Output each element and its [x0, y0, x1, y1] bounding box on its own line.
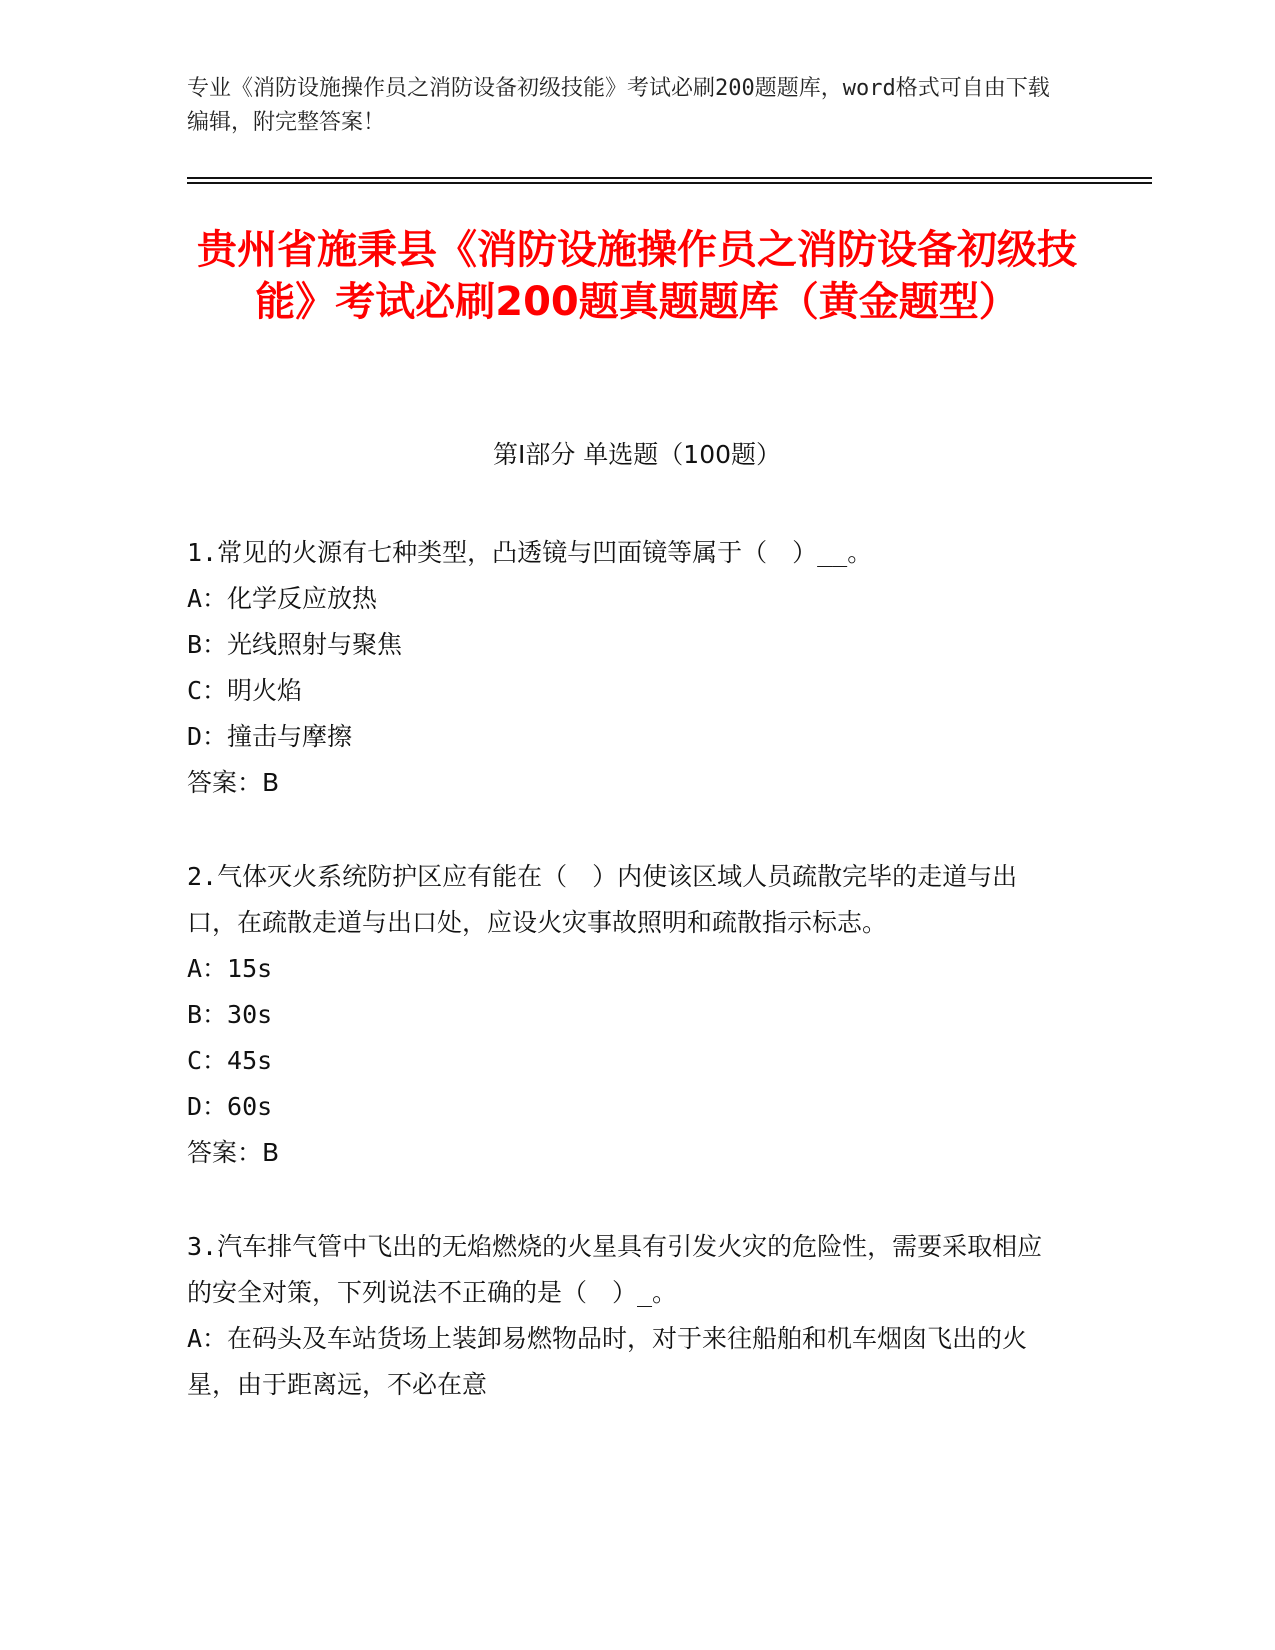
header-divider-bottom: [187, 182, 1152, 184]
question-item: [187, 854, 1067, 1176]
answer-line: 答案：B: [187, 768, 280, 797]
question-item: [187, 530, 1067, 806]
option-d: D：60s: [187, 1092, 273, 1121]
answer-line: 答案：B: [187, 1138, 280, 1167]
option-b: B：30s: [187, 1000, 273, 1029]
header-divider-top: [187, 177, 1152, 179]
option-b: B：光线照射与聚焦: [187, 630, 403, 659]
question-list: [187, 530, 1067, 1456]
question-stem: 2.气体灭火系统防护区应有能在（ ）内使该区域人员疏散完毕的走道与出口，在疏散走道与出口处，应设火灾事故照明和疏散指示标志。: [187, 862, 1018, 937]
question-stem: 1.常见的火源有七种类型，凸透镜与凹面镜等属于（ ）__。: [187, 538, 873, 567]
option-c: C：明火焰: [187, 676, 303, 705]
option-d: D：撞击与摩擦: [187, 722, 353, 751]
document-title: 贵州省施秉县《消防设施操作员之消防设备初级技能》考试必刷200题真题题库（黄金题型）: [197, 227, 1077, 325]
option-a: A：15s: [187, 954, 273, 983]
option-a: A：化学反应放热: [187, 584, 378, 613]
option-a: A：在码头及车站货场上装卸易燃物品时，对于来往船舶和机车烟囱飞出的火星，由于距离远，不必在意: [187, 1324, 1028, 1399]
question-stem: 3.汽车排气管中飞出的无焰燃烧的火星具有引发火灾的危险性，需要采取相应的安全对策，下列说法不正确的是（ ）_。: [187, 1232, 1043, 1307]
section-title: 第I部分 单选题（100题）: [492, 440, 782, 469]
question-item: [187, 1224, 1067, 1408]
header-note: 专业《消防设施操作员之消防设备初级技能》考试必刷200题题库，word格式可自由下载编辑，附完整答案！: [187, 76, 1050, 135]
option-c: C：45s: [187, 1046, 273, 1075]
